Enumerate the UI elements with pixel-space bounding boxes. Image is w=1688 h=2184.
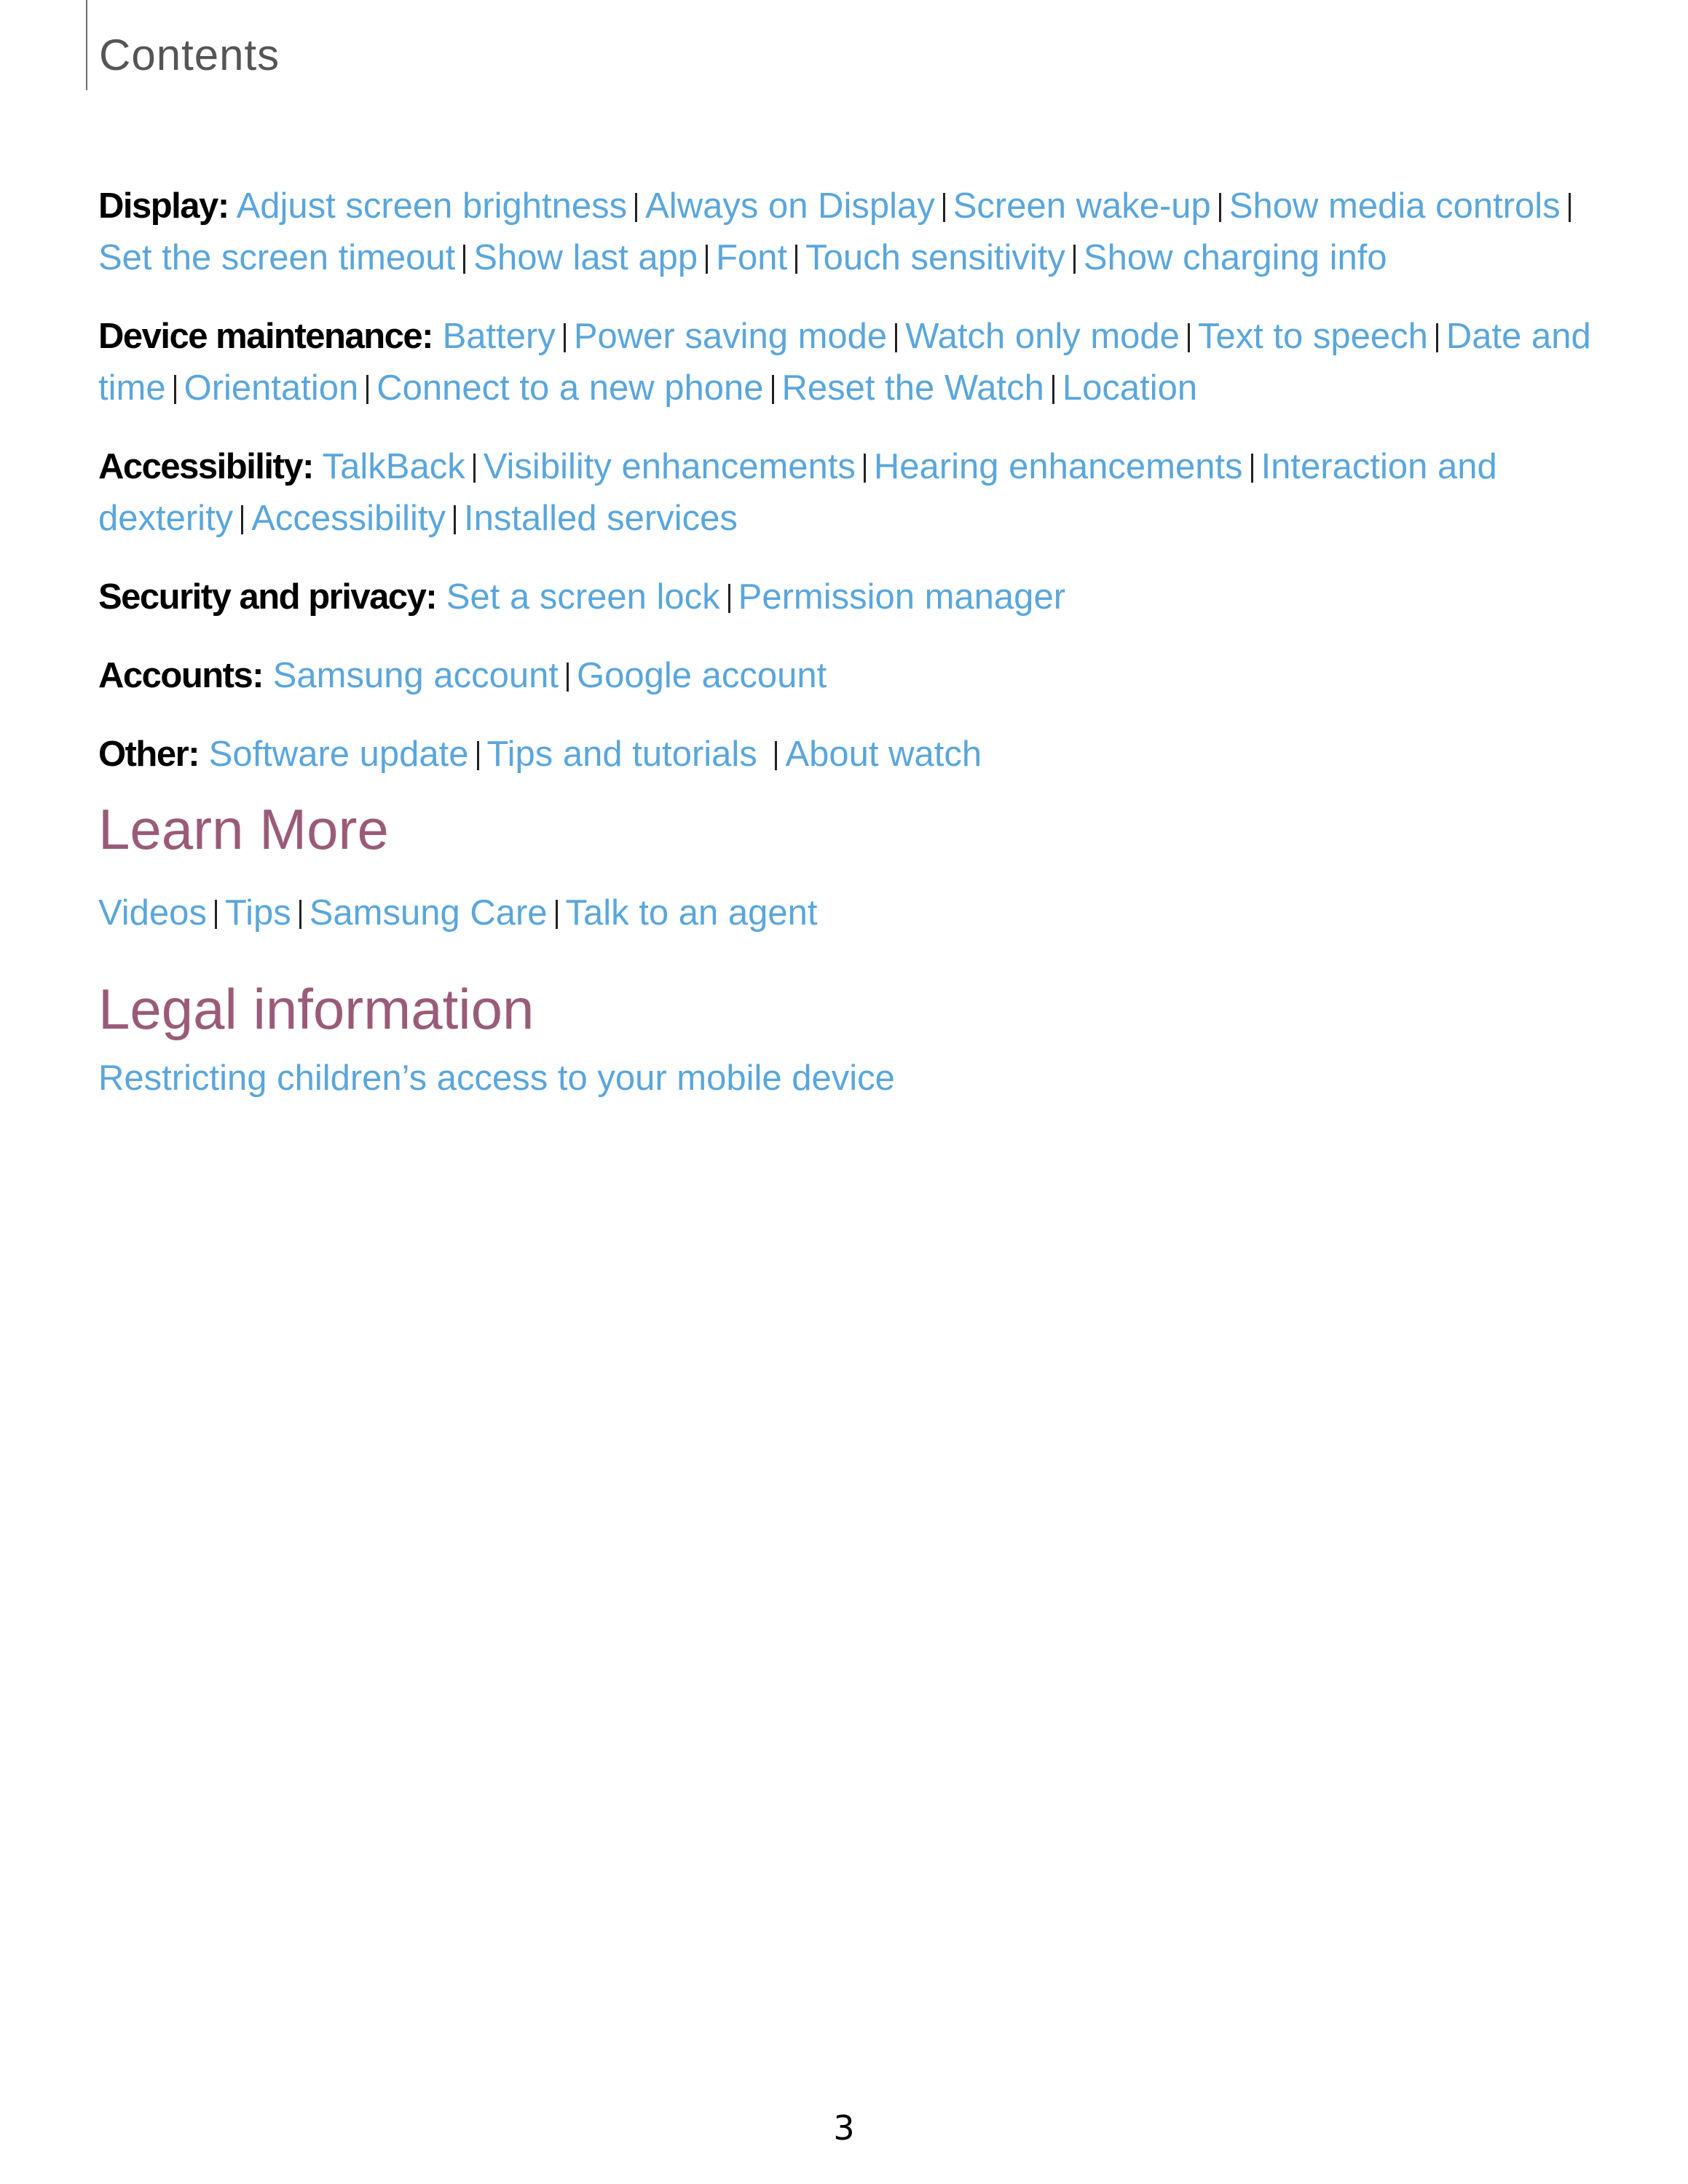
link-separator — [299, 900, 301, 929]
link-separator — [1219, 193, 1221, 222]
link-separator — [241, 505, 243, 534]
section-device-maintenance — [98, 311, 1598, 414]
link-separator — [477, 741, 479, 770]
link-google-account[interactable]: Google account — [576, 656, 827, 695]
link-samsung-care[interactable]: Samsung Care — [309, 893, 548, 933]
section-display — [98, 181, 1598, 284]
link-restricting-childrens-access[interactable]: Restricting children’s access to your mobile device — [98, 1059, 895, 1098]
link-hearing-enhancements[interactable]: Hearing enhancements — [873, 447, 1243, 486]
link-separator — [775, 741, 777, 770]
link-separator — [215, 900, 217, 929]
link-separator — [454, 505, 456, 534]
link-talkback[interactable]: TalkBack — [322, 447, 465, 486]
section-other — [98, 729, 1598, 780]
link-separator — [1052, 375, 1054, 404]
link-separator — [864, 454, 866, 483]
link-battery[interactable]: Battery — [442, 317, 556, 356]
link-show-last-app[interactable]: Show last app — [473, 238, 698, 277]
section-label-accessibility: Accessibility: — [98, 447, 313, 486]
link-text-to-speech[interactable]: Text to speech — [1197, 317, 1428, 356]
link-separator — [895, 323, 897, 352]
link-adjust-screen-brightness[interactable]: Adjust screen brightness — [236, 186, 628, 226]
link-separator — [556, 900, 558, 929]
section-label-device-maintenance: Device maintenance: — [98, 317, 433, 356]
link-separator — [1073, 245, 1076, 274]
link-permission-manager[interactable]: Permission manager — [738, 577, 1066, 617]
learn-more-links — [98, 887, 1598, 939]
contents-body — [98, 181, 1598, 1131]
link-accessibility[interactable]: Accessibility — [251, 499, 446, 538]
header-rule — [86, 0, 87, 90]
link-font[interactable]: Font — [716, 238, 788, 277]
section-accessibility — [98, 441, 1598, 545]
link-reset-the-watch[interactable]: Reset the Watch — [781, 368, 1044, 408]
link-orientation[interactable]: Orientation — [184, 368, 359, 408]
link-videos[interactable]: Videos — [98, 893, 207, 933]
link-samsung-account[interactable]: Samsung account — [272, 656, 559, 695]
legal-links — [98, 1053, 1598, 1104]
link-separator — [795, 245, 797, 274]
link-separator — [635, 193, 637, 222]
page-header-title: Contents — [99, 31, 280, 79]
link-separator — [1251, 454, 1253, 483]
link-separator — [1569, 193, 1571, 222]
link-separator — [174, 375, 176, 404]
link-watch-only-mode[interactable]: Watch only mode — [905, 317, 1180, 356]
link-show-charging-info[interactable]: Show charging info — [1083, 238, 1387, 277]
page-number: 3 — [833, 2108, 855, 2148]
section-label-other: Other: — [98, 735, 200, 774]
link-set-screen-lock[interactable]: Set a screen lock — [446, 577, 720, 617]
link-visibility-enhancements[interactable]: Visibility enhancements — [483, 447, 856, 486]
link-talk-to-agent[interactable]: Talk to an agent — [565, 893, 818, 933]
link-separator — [772, 375, 774, 404]
link-separator — [1436, 323, 1438, 352]
link-tips-and-tutorials[interactable]: Tips and tutorials — [486, 735, 757, 774]
section-label-accounts: Accounts: — [98, 656, 264, 695]
section-accounts — [98, 650, 1598, 702]
link-about-watch[interactable]: About watch — [785, 735, 982, 774]
link-separator — [1188, 323, 1190, 352]
link-software-update[interactable]: Software update — [208, 735, 469, 774]
link-separator — [463, 245, 465, 274]
section-label-display: Display: — [98, 186, 229, 226]
link-separator — [473, 454, 476, 483]
learn-more-heading: Learn More — [98, 797, 389, 861]
link-connect-new-phone[interactable]: Connect to a new phone — [376, 368, 764, 408]
link-date-and-time[interactable]: Date and time — [98, 317, 1591, 408]
link-tips[interactable]: Tips — [224, 893, 291, 933]
link-power-saving-mode[interactable]: Power saving mode — [573, 317, 888, 356]
link-separator — [728, 584, 730, 613]
link-location[interactable]: Location — [1062, 368, 1198, 408]
link-separator — [706, 245, 708, 274]
section-security-privacy — [98, 571, 1598, 623]
link-show-media-controls[interactable]: Show media controls — [1228, 186, 1561, 226]
link-separator — [943, 193, 945, 222]
link-interaction-and-dexterity[interactable]: Interaction and dexterity — [98, 447, 1497, 538]
link-separator — [366, 375, 368, 404]
link-installed-services[interactable]: Installed services — [464, 499, 738, 538]
link-separator — [567, 662, 569, 692]
legal-information-heading: Legal information — [98, 977, 535, 1041]
link-separator — [564, 323, 566, 352]
link-set-screen-timeout[interactable]: Set the screen timeout — [98, 238, 456, 277]
link-screen-wake-up[interactable]: Screen wake-up — [953, 186, 1211, 226]
link-always-on-display[interactable]: Always on Display — [645, 186, 935, 226]
section-label-security-privacy: Security and privacy: — [98, 577, 437, 617]
link-touch-sensitivity[interactable]: Touch sensitivity — [805, 238, 1065, 277]
